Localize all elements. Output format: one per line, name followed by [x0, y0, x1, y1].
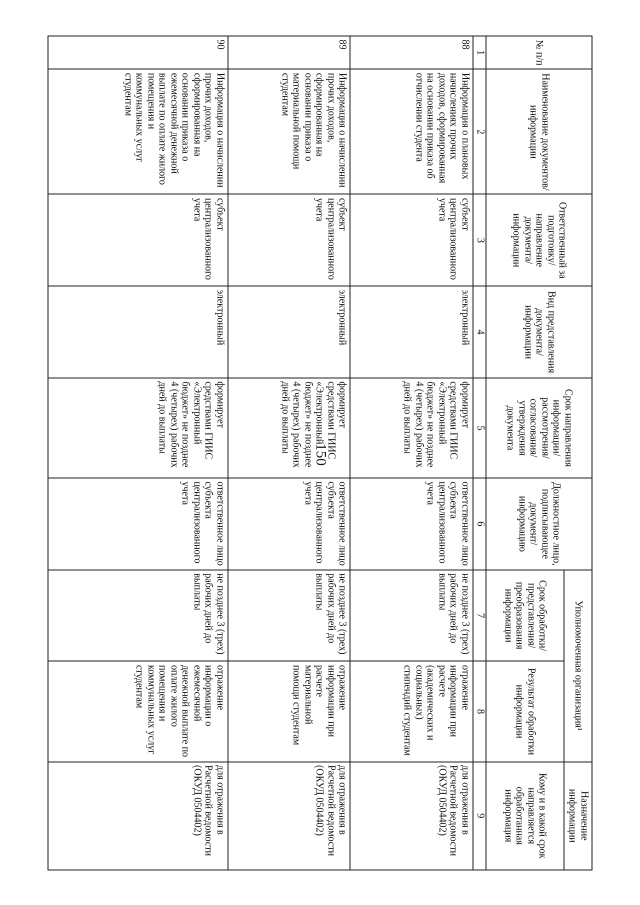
column-number: 7 — [473, 569, 486, 661]
header-type: Вид представления документа/ информации — [486, 286, 592, 378]
row-term: формирует средствами ГИИС «Электронный бюджет» не позднее 4 (четырех) рабочих дней до выплаты — [350, 377, 473, 477]
row-num: 90 — [48, 36, 228, 69]
row-type: электронный — [48, 286, 228, 378]
row-num: 89 — [228, 36, 351, 69]
header-result: Результат обработки информации — [486, 661, 564, 761]
column-number: 2 — [473, 69, 486, 194]
row-result: отражение информации о ежемесячной денежной выплате по оплате жилого помещения и коммунальных услуг студентам — [48, 661, 228, 761]
header-num: № п/п — [486, 36, 592, 69]
document-table — [48, 35, 593, 870]
header-proc-term: Срок обработки/ представления/ преобразования информации — [486, 569, 564, 661]
row-name: Информация о начислении прочих доходов, сформированная на основании приказа о материальной помощи студентам — [228, 69, 351, 194]
row-result: отражение информации при расчете материальной помощи студентам — [228, 661, 351, 761]
page-number: 150 — [312, 443, 329, 466]
row-proc-term: не позднее 3 (трех) рабочих дней до выплаты — [48, 569, 228, 661]
row-responsible: субъект централизованного учета — [228, 194, 351, 286]
header-group-org: Уполномоченная организация¹ — [564, 569, 592, 761]
header-official: Должностное лицо, подписывающее документ/ информацию — [486, 478, 592, 570]
column-number-row — [473, 36, 486, 870]
header-purpose: Кому и в какой срок направляется обработанная информация — [486, 761, 564, 869]
header-term: Срок направления информации/ рассмотрения/ согласования/ утверждения документа — [486, 377, 592, 477]
row-responsible: субъект централизованного учета — [48, 194, 228, 286]
row-type: электронный — [350, 286, 473, 378]
row-term: формирует средствами ГИИС «Электронный бюджет» не позднее 4 (четырех) рабочих дней до выплаты — [228, 377, 351, 477]
header-name: Наименование документов/ информации — [486, 69, 592, 194]
row-purpose: для отражения в Расчетной ведомости (ОКУД 0504402) — [228, 761, 351, 869]
row-name: Информация о плановых начислениях прочих доходов, сформированная на основании приказа об отчислении студента — [350, 69, 473, 194]
header-responsible: Ответственный за подготовку/ направление документа/ информации — [486, 194, 592, 286]
row-official: ответственное лицо субъекта централизованного учета — [48, 478, 228, 570]
row-official: ответственное лицо субъекта централизованного учета — [350, 478, 473, 570]
row-num: 88 — [350, 36, 473, 69]
column-number: 6 — [473, 478, 486, 570]
column-number: 4 — [473, 286, 486, 378]
header-group-purpose: Назначение информации — [564, 761, 592, 869]
row-purpose: для отражения в Расчетной ведомости (ОКУД 0504402) — [48, 761, 228, 869]
table-row — [350, 36, 473, 870]
row-proc-term: не позднее 3 (трех) рабочих дней до выплаты — [228, 569, 351, 661]
row-purpose: для отражения в Расчетной ведомости (ОКУД 0504402) — [350, 761, 473, 869]
row-result: отражение информации при расчете (академических и социальных) стипендий студентам — [350, 661, 473, 761]
row-proc-term: не позднее 3 (трех) рабочих дней до выплаты — [350, 569, 473, 661]
column-number: 9 — [473, 761, 486, 869]
row-responsible: субъект централизованного учета — [350, 194, 473, 286]
rotated-table-container — [48, 35, 593, 870]
column-number: 8 — [473, 661, 486, 761]
row-term: формирует средствами ГИИС «Электронный бюджет» не позднее 4 (четырех) рабочих дней до выплаты — [48, 377, 228, 477]
column-number: 5 — [473, 377, 486, 477]
table-row — [48, 36, 228, 870]
column-number: 1 — [473, 36, 486, 69]
table-row — [228, 36, 351, 870]
column-number: 3 — [473, 194, 486, 286]
row-type: электронный — [228, 286, 351, 378]
row-official: ответственное лицо субъекта централизованного учета — [228, 478, 351, 570]
row-name: Информация о начислении прочих доходов, сформированная на основании приказа о ежемесячной денежной выплате по оплате жилого помещения и коммунальных услуг студентам — [48, 69, 228, 194]
